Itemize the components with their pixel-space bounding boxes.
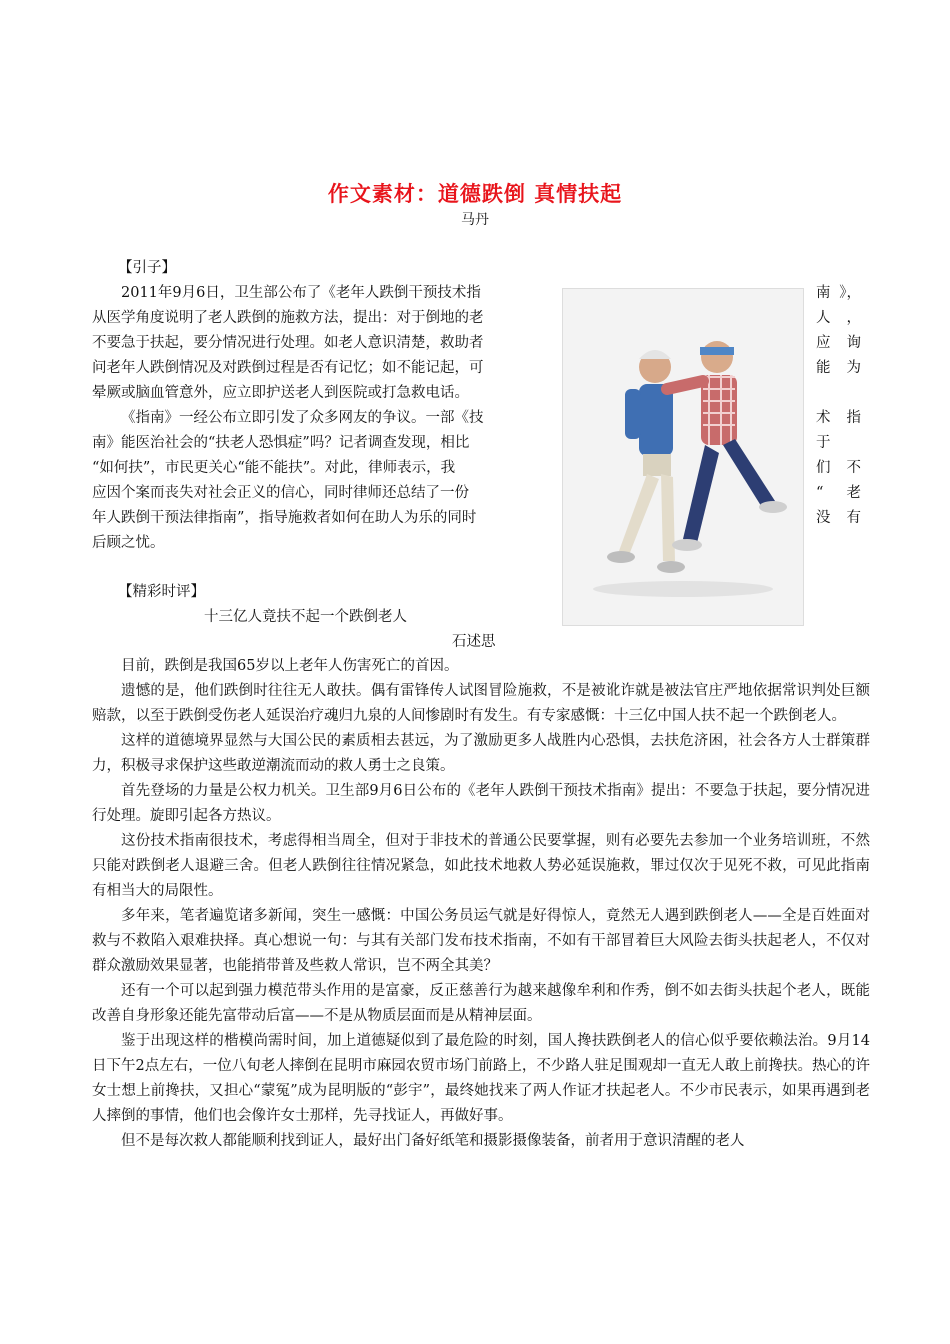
intro-right-fragment: 们 xyxy=(816,460,831,476)
intro-line: 2011年9月6日，卫生部公布了《老年人跌倒干预技术指 xyxy=(121,285,481,301)
intro-line: 后顾之忧。 xyxy=(92,535,165,551)
commentary-body xyxy=(92,654,870,1154)
intro-right-fragment: 没 xyxy=(816,510,831,526)
photo-illustration-icon xyxy=(563,289,803,625)
commentary-heading: 【精彩时评】 xyxy=(118,584,205,600)
intro-right-line xyxy=(816,381,861,406)
intro-right-fragment: 能 xyxy=(816,360,831,376)
commentary-paragraph: 这样的道德境界显然与大国公民的素质相去甚远，为了激励更多人战胜内心恐惧，去扶危济困，社会各方人士群策群力，积极寻求保护这些敢逆潮流而动的救人勇士之良策。 xyxy=(92,733,870,774)
commentary-paragraph: 这份技术指南很技术，考虑得相当周全，但对于非技术的普通公民要掌握，则有必要先去参加一个业务培训班，不然只能对跌倒老人退避三舍。但老人跌倒往往情况紧急，如此技术地救人势必延误施救，罪过仅次于见死不救，可见此指南有相当大的局限性。 xyxy=(92,833,870,899)
intro-right-fragment: 询 xyxy=(846,335,861,351)
intro-line: 从医学角度说明了老人跌倒的施救方法，提出：对于倒地的老 xyxy=(92,310,484,326)
intro-right-fragment: 老 xyxy=(846,485,861,501)
intro-right-fragment: 》， xyxy=(839,285,861,301)
commentary-paragraph: 鉴于出现这样的楷模尚需时间，加上道德疑似到了最危险的时刻，国人搀扶跌倒老人的信心似乎要依赖法治。9月14日下午2点左右，一位八旬老人摔倒在昆明市麻园农贸市场门前路上，不少路人驻足围观却一直无人敢上前搀扶。热心的许女士想上前搀扶，又担心“蒙冤”成为昆明版的“彭宇”，最终她找来了两人作证才扶起老人。不少市民表示，如果再遇到老人摔倒的事情，他们也会像许女士那样，先寻找证人，再做好事。 xyxy=(92,1033,870,1124)
intro-line: 问老年人跌倒情况及对跌倒过程是否有记忆；如不能记起，可 xyxy=(92,360,484,376)
intro-right-line xyxy=(816,356,861,381)
article-title: 作文素材：道德跌倒 真情扶起 xyxy=(327,182,623,206)
intro-line: 晕厥或脑血管意外，应立即护送老人到医院或打急救电话。 xyxy=(92,385,469,401)
intro-right-line xyxy=(816,431,861,456)
commentary-subtitle: 十三亿人竟扶不起一个跌倒老人 xyxy=(204,609,407,625)
article-author: 马丹 xyxy=(461,212,489,228)
intro-right-line xyxy=(816,331,861,356)
intro-right-fragment: “ xyxy=(816,485,824,501)
intro-right-fragment: 人 xyxy=(816,310,831,326)
intro-line: 年人跌倒干预法律指南”，指导施救者如何在助人为乐的同时 xyxy=(92,510,477,526)
intro-right-fragment: 有 xyxy=(846,510,861,526)
commentary-paragraph: 首先登场的力量是公权力机关。卫生部9月6日公布的《老年人跌倒干预技术指南》提出：不要急于扶起，要分情况进行处理。旋即引起各方热议。 xyxy=(92,783,870,824)
commentary-paragraph: 但不是每次救人都能顺利找到证人，最好出门备好纸笔和摄影摄像装备，前者用于意识清醒的老人 xyxy=(121,1133,745,1149)
intro-line: 不要急于扶起，要分情况进行处理。如老人意识清楚，救助者 xyxy=(92,335,484,351)
intro-right-line xyxy=(816,281,861,306)
intro-text xyxy=(92,281,484,556)
intro-right-fragment: 术 xyxy=(816,410,831,426)
intro-right-fragment: 指 xyxy=(846,410,861,426)
intro-text-right-column xyxy=(816,281,861,556)
intro-right-line xyxy=(816,481,861,506)
intro-right-fragment: 于 xyxy=(816,435,831,451)
elderly-couple-dancing-photo xyxy=(562,288,804,626)
intro-right-line xyxy=(816,306,861,331)
commentary-paragraph: 遗憾的是，他们跌倒时往往无人敢扶。偶有雷锋传人试图冒险施救，不是被讹诈就是被法官庄严地依据常识判处巨额赔款，以至于跌倒受伤老人延误治疗魂归九泉的人间惨剧时有发生。有专家感慨：十三亿中国人扶不起一个跌倒老人。 xyxy=(92,683,870,724)
intro-right-line xyxy=(816,531,861,556)
intro-line: “如何扶”，市民更关心“能不能扶”。对此，律师表示，我 xyxy=(92,460,456,476)
commentary-paragraph: 还有一个可以起到强力模范带头作用的是富豪，反正慈善行为越来越像牟利和作秀，倒不如去街头扶起个老人，既能改善自身形象还能先富带动后富——不是从物质层面而是从精神层面。 xyxy=(92,983,870,1024)
intro-right-line xyxy=(816,456,861,481)
intro-line: 《指南》一经公布立即引发了众多网友的争议。一部《技 xyxy=(121,410,484,426)
commentary-paragraph: 多年来，笔者遍览诸多新闻，突生一感慨：中国公务员运气就是好得惊人，竟然无人遇到跌倒老人——全是百姓面对救与不救陷入艰难抉择。真心想说一句：与其有关部门发布技术指南，不如有干部冒着巨大风险去街头扶起老人，不仅对群众激励效果显著，也能捎带普及些救人常识，岂不两全其美？ xyxy=(92,908,870,974)
intro-line: 南》能医治社会的“扶老人恐惧症”吗？记者调查发现，相比 xyxy=(92,435,470,451)
commentary-paragraph: 目前，跌倒是我国65岁以上老年人伤害死亡的首因。 xyxy=(121,658,459,674)
intro-line: 应因个案而丧失对社会正义的信心，同时律师还总结了一份 xyxy=(92,485,469,501)
intro-right-fragment: 应 xyxy=(816,335,831,351)
intro-heading: 【引子】 xyxy=(118,260,176,276)
intro-right-fragment: 不 xyxy=(846,460,861,476)
commentary-author: 石述思 xyxy=(452,634,496,650)
intro-right-line xyxy=(816,506,861,531)
intro-right-fragment: ， xyxy=(846,310,861,326)
intro-right-fragment: 南 xyxy=(816,285,831,301)
intro-right-fragment: 为 xyxy=(846,360,861,376)
intro-right-line xyxy=(816,406,861,431)
